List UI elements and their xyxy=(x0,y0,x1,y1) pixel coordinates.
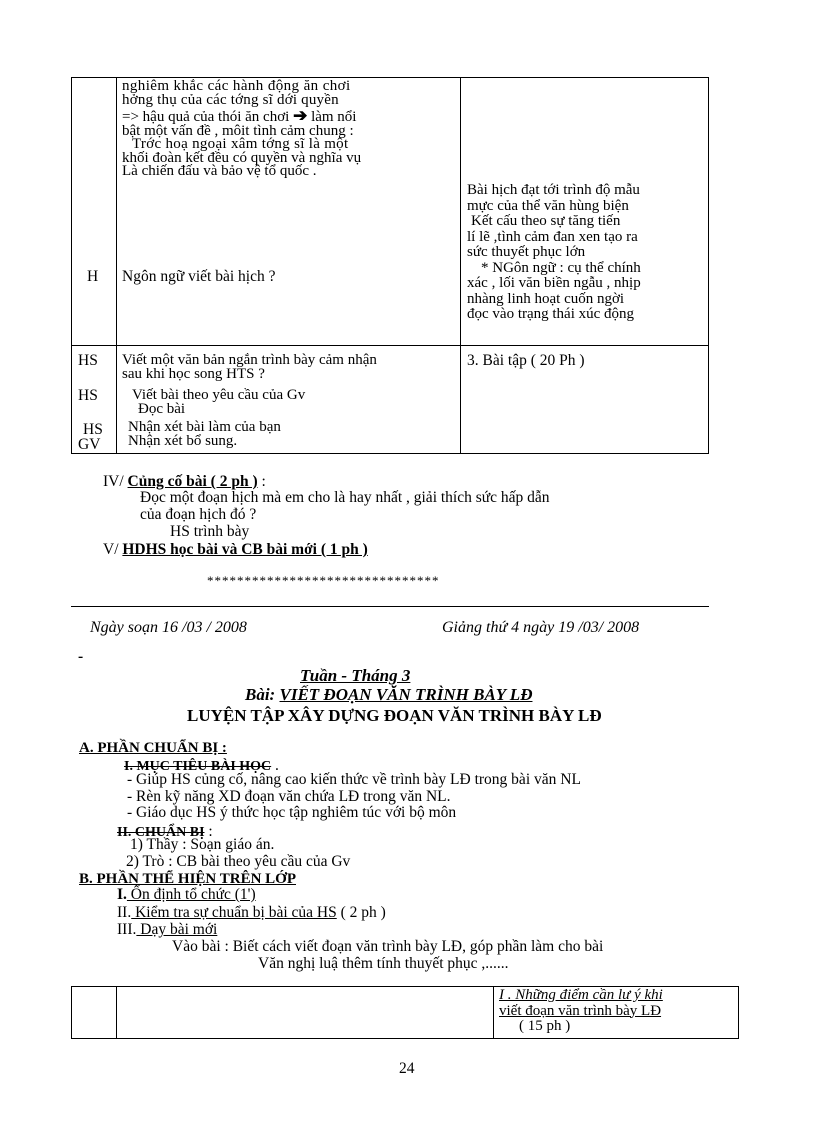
part-b-item: III. Dạy bài mới xyxy=(117,921,218,938)
separator-stars: ******************************* xyxy=(207,573,440,588)
table-cell-role: HS xyxy=(83,421,103,438)
lesson-subtitle: LUYỆN TẬP XÂY DỰNG ĐOẠN VĂN TRÌNH BÀY LĐ xyxy=(187,706,602,725)
part-b-heading: B. PHẦN THỂ HIỆN TRÊN LỚP xyxy=(79,871,296,887)
part-a-heading: A. PHẦN CHUẨN BỊ : xyxy=(79,740,227,756)
table-cell-exercise: Viết một văn bản ngắn trình bày cảm nhận sau khi học song HTS ? Viết bài theo yêu cầu của Gv Đọc bài Nhận xét bài làm của bạn Nhận xét bổ sung. xyxy=(122,352,377,449)
section-iv-heading: IV/ Củng cố bài ( 2 ph ) : xyxy=(103,473,266,490)
chuan-bi-item: 2) Trò : CB bài theo yêu cầu của Gv xyxy=(126,853,351,870)
vao-bai-text: Vào bài : Biết cách viết đoạn văn trình bày LĐ, góp phần làm cho bài xyxy=(172,938,604,955)
table-cell-role: HS xyxy=(78,387,98,404)
vao-bai-text: Văn nghị luậ thêm tính thuyết phục ,...... xyxy=(258,955,509,972)
section-v-heading: V/ HDHS học bài và CB bài mới ( 1 ph ) xyxy=(103,541,368,558)
muc-tieu-item: - Giúp HS củng cố, nâng cao kiến thức về trình bày LĐ trong bài văn NL xyxy=(127,771,581,788)
table-cell-role: H xyxy=(87,268,99,285)
date-taught: Giảng thứ 4 ngày 19 /03/ 2008 xyxy=(442,619,640,636)
muc-tieu-item: - Rèn kỹ năng XD đoạn văn chứa LĐ trong văn NL. xyxy=(127,788,451,805)
dash-mark: - xyxy=(78,648,84,665)
table-cell-answer: Bài hịch đạt tới trình độ mẫu mực của thể văn hùng biện Kết cấu theo sự tăng tiến lí lẽ ,tình cảm đan xen tạo ra sức thuyết phục lớn * NGôn ngữ : cụ thể chính xác , lối văn biền ngẫu , nhịp nhàng linh hoạt cuốn ngời đọc vào trạng thái xúc động xyxy=(467,182,641,322)
section-iv-line: Đọc một đoạn hịch mà em cho là hay nhất , giải thích sức hấp dẫn xyxy=(140,489,550,506)
part-b-item: I. Ổn định tổ chức (1') xyxy=(117,886,256,903)
table-cell-role: GV xyxy=(78,436,101,453)
muc-tieu-item: - Giáo dục HS ý thức học tập nghiêm túc với bộ môn xyxy=(127,804,457,821)
lesson-title: Bài: VIẾT ĐOẠN VĂN TRÌNH BÀY LĐ xyxy=(245,685,533,704)
section-iv-line: HS trình bày xyxy=(170,523,250,540)
section-iv-line: của đoạn hịch đó ? xyxy=(140,506,257,523)
table-cell-question: Ngôn ngữ viết bài hịch ? xyxy=(122,268,276,285)
date-prepared: Ngày soạn 16 /03 / 2008 xyxy=(90,619,247,636)
chuan-bi-item: 1) Thầy : Soạn giáo án. xyxy=(130,836,275,853)
chuan-bi-heading: II. CHUẨN BỊ : xyxy=(117,823,213,840)
page-number: 24 xyxy=(399,1060,415,1077)
table-bottom-cell: I . Những điểm cần lư ý khi viết đoạn văn trình bày LĐ ( 15 ph ) xyxy=(499,987,663,1034)
table-cell-exercise-title: 3. Bài tập ( 20 Ph ) xyxy=(467,352,585,369)
lesson-week: Tuần - Tháng 3 xyxy=(300,666,411,685)
muc-tieu-heading: I. MỤC TIÊU BÀI HỌC . xyxy=(124,757,279,774)
divider xyxy=(71,606,709,607)
arrow-right-icon: ➔ xyxy=(293,106,308,125)
table-cell-role: HS xyxy=(78,352,98,369)
table-cell-content-top: nghiêm khắc các hành động ăn chơi hởng thụ của các tớng sĩ dới quyền => hậu quả của thói ăn chơi ➔ làm nổi bật một vấn đề , môit tình cảm chung : Trớc hoạ ngoại xâm tớng sĩ là một khối đoàn kết đều có quyền và nghĩa vụ Là chiến đấu và bảo vệ tổ quốc . xyxy=(122,78,362,179)
part-b-item: II. Kiểm tra sự chuẩn bị bài của HS ( 2 ph ) xyxy=(117,904,386,921)
